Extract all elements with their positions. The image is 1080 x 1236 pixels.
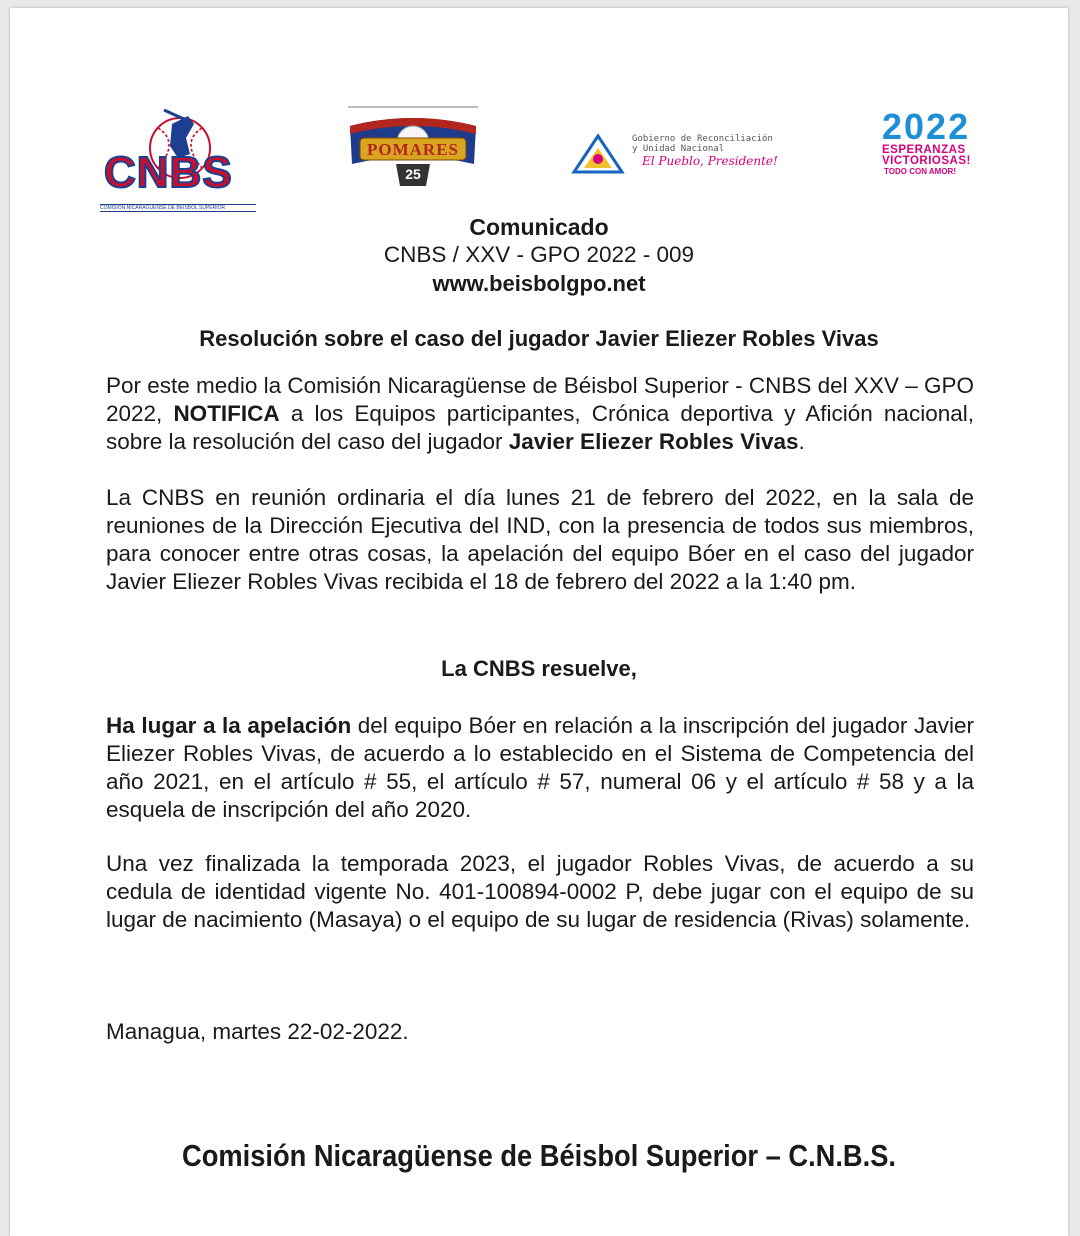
document-code: CNBS / XXV - GPO 2022 - 009 [383, 242, 695, 267]
2022-logo-year: 2022 [882, 106, 971, 147]
document-page [10, 8, 1068, 1236]
paragraph-notification-part3: . [798, 429, 805, 454]
document-title: Comunicado [469, 214, 609, 240]
2022-logo-line1: ESPERANZAS [882, 144, 966, 156]
notifica-bold: NOTIFICA [173, 401, 280, 426]
website-link[interactable]: www.beisbolgpo.net [432, 271, 646, 296]
resolution-title: Resolución sobre el caso del jugador Javier Eliezer Robles Vivas [199, 326, 879, 351]
paragraph-notification [106, 372, 974, 456]
pomares-logo-number: 25 [405, 166, 421, 182]
resolution-bold: Ha lugar a la apelación [106, 713, 352, 738]
footer-signature: Comisión Nicaragüense de Béisbol Superior – C.N.B.S. [181, 1138, 896, 1173]
paragraph-resolution [106, 712, 974, 824]
paragraph-after-season: Una vez finalizada la temporada 2023, el jugador Robles Vivas, de acuerdo a su cedula de identidad vigente No. 401-100894-0002 P, debe jugar con el equipo de su lugar de nacimiento (Masaya) o el equipo de su lugar de residencia (Rivas) solamente. [106, 851, 974, 932]
gobierno-logo-line1: Gobierno de Reconciliación [632, 134, 773, 144]
gobierno-logo [570, 132, 810, 182]
cnbs-logo-text: CNBS [104, 148, 233, 197]
paragraph-resolution-rest: del equipo Bóer en relación a la inscripción del jugador Javier Eliezer Robles Vivas, de acuerdo a lo establecido en el Sistema de Competencia del año 2021, en el artículo # 55, el artículo # 57, numeral 06 y el artículo # 58 y a la esquela de inscripción del año 2020. [106, 713, 975, 822]
2022-logo-line3: TODO CON AMOR! [884, 167, 956, 176]
pomares-logo-text: POMARES [367, 140, 459, 159]
pomares-logo [346, 106, 480, 198]
paragraph-meeting: La CNBS en reunión ordinaria el día lunes 21 de febrero del 2022, en la sala de reuniones de la Dirección Ejecutiva del IND, con la presencia de todos sus miembros, para conocer entre otras cosas, la apelación del equipo Bóer en el caso del jugador Javier Eliezer Robles Vivas recibida el 18 de febrero del 2022 a la 1:40 pm. [106, 485, 974, 594]
date-line: Managua, martes 22-02-2022. [106, 1019, 409, 1044]
paragraph-notification-part1: Por este medio la Comisión Nicaragüense de Béisbol Superior - CNBS del XXV – GPO 2022, [106, 373, 974, 426]
gobierno-logo-line2: y Unidad Nacional [632, 144, 725, 154]
2022-logo [878, 106, 1002, 178]
paragraph-notification-part2: a los Equipos participantes, Crónica deportiva y Afición nacional, sobre la resolución del caso del jugador [106, 401, 974, 454]
cnbs-logo-subtitle: COMISIÓN NICARAGÜENSE DE BÉISBOL SUPERIOR [100, 204, 256, 212]
gobierno-logo-slogan: El Pueblo, Presidente! [642, 154, 778, 168]
player-name-bold: Javier Eliezer Robles Vivas [508, 429, 799, 454]
cnbs-logo [98, 106, 258, 212]
2022-logo-line2: VICTORIOSAS! [882, 155, 971, 167]
resolves-heading: La CNBS resuelve, [441, 656, 637, 681]
